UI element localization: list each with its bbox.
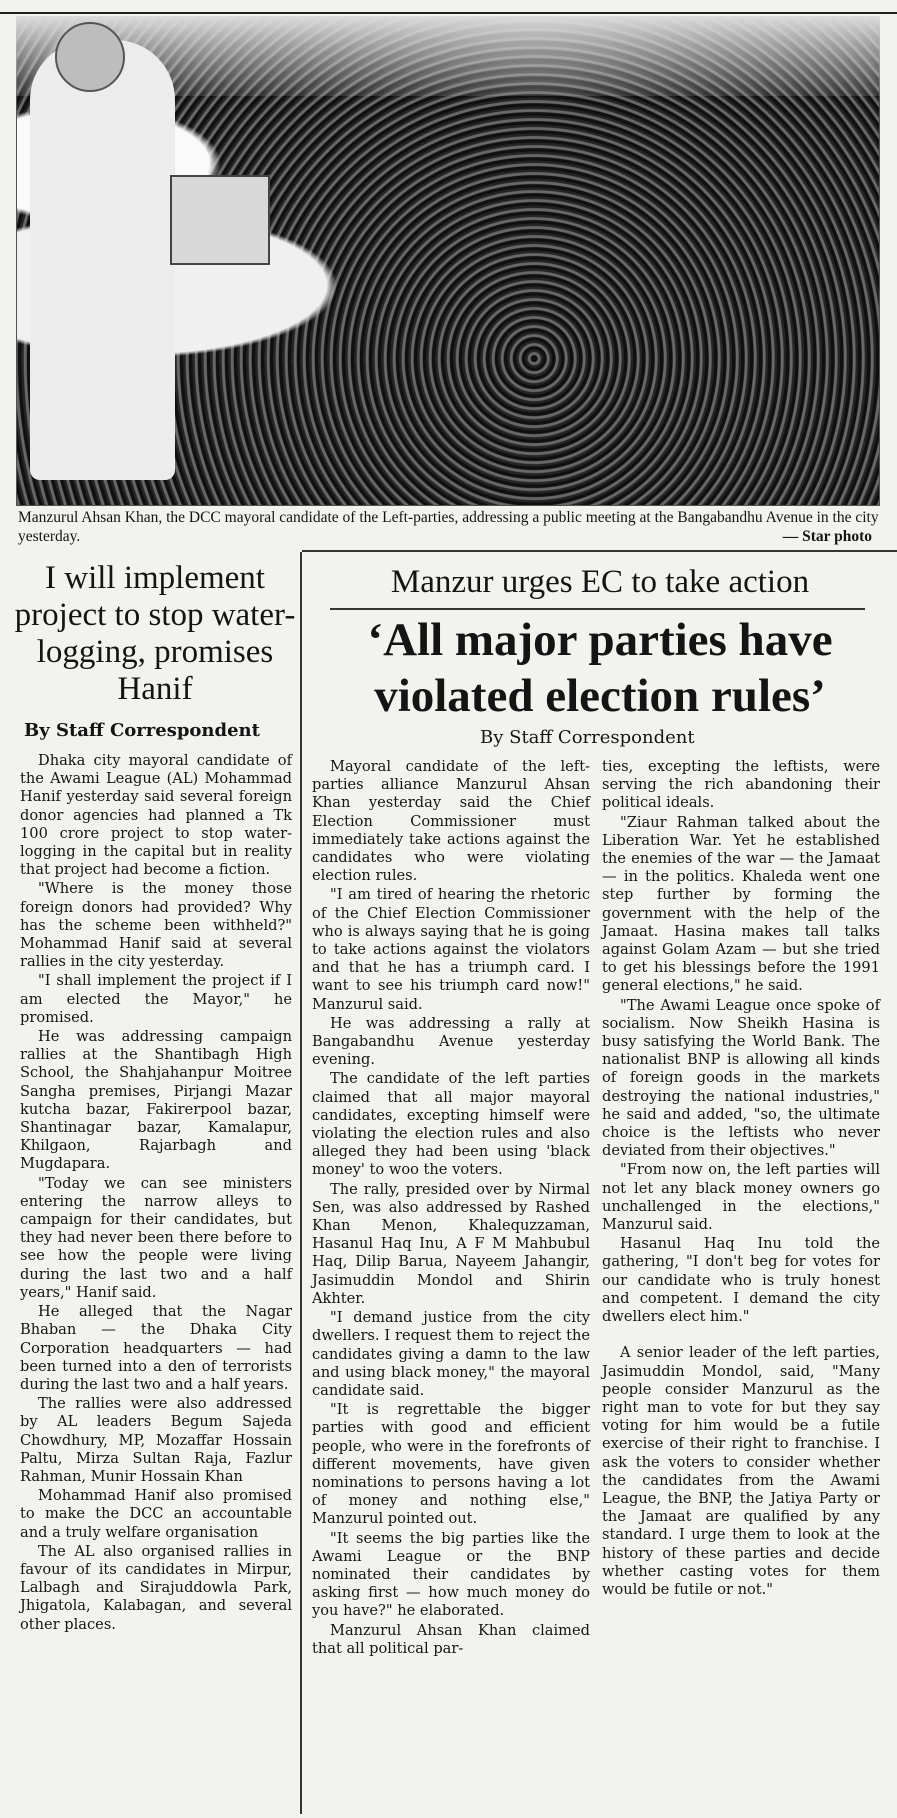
story1-paragraph: "Where is the money those foreign donors had provided? Why has the scheme been withheld?" Mohammad Hanif said at several rallies in the city yesterday. [20, 880, 292, 971]
story2-paragraph: "It seems the big parties like the Awami League or the BNP nominated their candidates by asking first — how much money do you have?" he elaborated. [312, 1529, 590, 1620]
story1-paragraph: "Today we can see ministers entering the narrow alleys to campaign for their candidates, but they had never been there before to see how the people were living during the last two and a half years," Hanif said. [20, 1174, 292, 1301]
story1-paragraph: He was addressing campaign rallies at the Shantibagh High School, the Shahjahanpur Moitree Sangha premises, Pirjangi Mazar kutcha bazar, Fakirerpool bazar, Shantinagar bazar, Kamalapur, Khilgaon, Rajarbagh and Mugdapara. [20, 1028, 292, 1173]
story2-kicker: Manzur urges EC to take action [390, 564, 810, 600]
story2-body-col-b [602, 758, 880, 1814]
story2-paragraph: A senior leader of the left parties, Jasimuddin Mondol, said, "Many people consider Manzurul as the right man to vote for but they say voting for him would be a futile exercise of their right to franchise. I ask the voters to consider whether the candidates from the Awami League, the BNP, the Jatiya Party or the Jamaat are qualified by any standard. I urge them to look at the history of these parties and decide whether casting votes for them would be futile or not." [602, 1344, 880, 1598]
photo-podium [170, 175, 270, 265]
story1-headline: I will implement project to stop water-logging, promises Hanif [14, 560, 296, 707]
story2-byline: By Staff Correspondent [480, 727, 695, 748]
photo-speaker-head [55, 22, 125, 92]
story2-paragraph: "The Awami League once spoke of socialism. Now Sheikh Hasina is busy satisfying the World Bank. The nationalist BNP is allowing all kinds of foreign goods in the markets destroying the national industries," he said and added, "so, the ultimate choice is the leftists who never deviated from their objectives." [602, 996, 880, 1160]
story1-paragraph: Dhaka city mayoral candidate of the Awami League (AL) Mohammad Hanif yesterday said several foreign donor agencies had planned a Tk 100 crore project to stop water-logging in the capital but in reality that project had become a fiction. [20, 752, 292, 879]
top-rule [0, 0, 897, 14]
story2-paragraph: "Ziaur Rahman talked about the Liberation War. Yet he established the enemies of the war — the Jamaat — in the politics. Khaleda went one step further by forming the government with the help of the Jamaat. Hasina makes tall talks against Golam Azam — but she tried to get his blessings before the 1991 general elections," he said. [602, 813, 880, 995]
story1-body [20, 752, 292, 1814]
story2-paragraph: The candidate of the left parties claimed that all major mayoral candidates, excepting himself were violating the election rules and also alleged they had been using 'black money' to woo the voters. [312, 1070, 590, 1179]
column-divider [300, 552, 302, 1814]
story2-paragraph: "I demand justice from the city dwellers. I request them to reject the candidates giving a damn to the law and using black money," the mayoral candidate said. [312, 1309, 590, 1399]
story2-paragraph: Hasanul Haq Inu told the gathering, "I don't beg for votes for our candidate who is truly honest and competent. I demand the city dwellers elect him." [602, 1235, 880, 1326]
story1-paragraph: He alleged that the Nagar Bhaban — the Dhaka City Corporation headquarters — had been turned into a den of terrorists during the last two and a half years. [20, 1303, 292, 1393]
photo-caption [18, 508, 880, 546]
story2-paragraph: Manzurul Ahsan Khan claimed that all political par- [312, 1621, 590, 1657]
story1-paragraph: "I shall implement the project if I am elected the Mayor," he promised. [20, 972, 292, 1026]
story2-paragraph: The rally, presided over by Nirmal Sen, was also addressed by Rashed Khan Menon, Khalequzzaman, Hasanul Haq Inu, A F M Mahbubul Haq, Dilip Barua, Nayeem Jahangir, Jasimuddin Mondol and Shirin Akhter. [312, 1180, 590, 1307]
photo-speaker-figure [30, 40, 175, 480]
story1-paragraph: Mohammad Hanif also promised to make the DCC an accountable and a truly welfare organisation [20, 1487, 292, 1541]
story1-paragraph: The AL also organised rallies in favour of its candidates in Mirpur, Lalbagh and Sirajuddowla Park, Jhigatola, Kalabagan, and several other places. [20, 1542, 292, 1633]
story2-body-col-a [312, 758, 590, 1814]
story2-paragraph: "From now on, the left parties will not let any black money owners go unchallenged in the elections," Manzurul said. [602, 1161, 880, 1234]
story1-byline: By Staff Correspondent [24, 720, 260, 741]
story2-paragraph: ties, excepting the leftists, were serving the rich abandoning their political ideals. [602, 758, 880, 812]
story2-paragraph: Mayoral candidate of the left-parties alliance Manzurul Ahsan Khan yesterday said the Chief Election Commissioner must immediately take actions against the candidates who were violating election rules. [312, 758, 590, 885]
story2-paragraph: "It is regrettable the bigger parties with good and efficient people, who were in the forefronts of different movements, have given nominations to persons having a lot of money and nothing else," Manzurul pointed out. [312, 1401, 590, 1528]
photo-credit: — Star photo [782, 528, 872, 545]
story2-paragraph: "I am tired of hearing the rhetoric of the Chief Election Commissioner who is always saying that he is going to take actions against the violators and that he has a triumph card. I want to see his triumph card now!" Manzurul said. [312, 886, 590, 1013]
header-rule-top [302, 550, 897, 552]
header-rule-kicker [330, 608, 865, 610]
story2-headline: ‘All major parties have violated election rules’ [367, 614, 833, 722]
story2-paragraph: He was addressing a rally at Bangabandhu Avenue yesterday evening. [312, 1014, 590, 1069]
story1-paragraph: The rallies were also addressed by AL leaders Begum Sajeda Chowdhury, MP, Mozaffar Hossain Paltu, Mirza Sultan Raja, Fazlur Rahman, Munir Hossain Khan [20, 1395, 292, 1485]
photo-caption-text: Manzurul Ahsan Khan, the DCC mayoral candidate of the Left-parties, addressing a public meeting at the Bangabandhu Avenue in the city yesterday. [18, 509, 879, 545]
